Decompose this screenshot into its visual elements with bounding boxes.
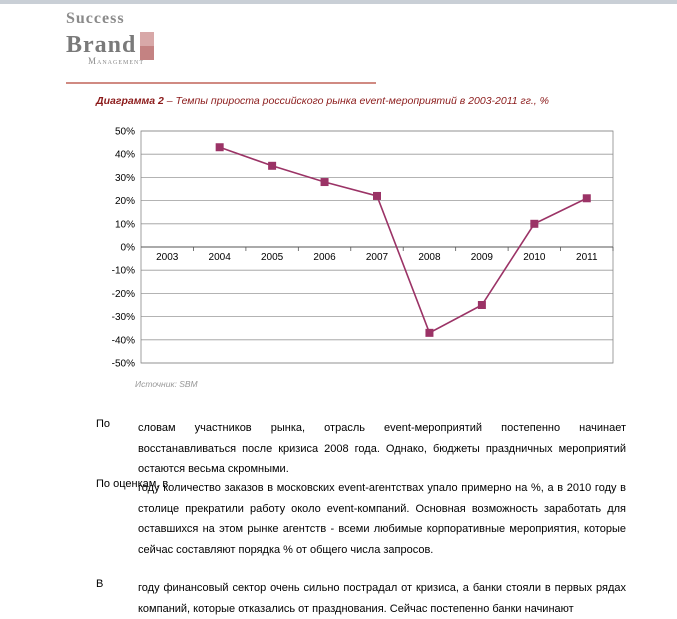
data-point-marker bbox=[425, 329, 433, 337]
y-tick-label: 0% bbox=[120, 242, 135, 254]
paragraph-2: году количество заказов в московских event-агентствах упало примерно на %, а в 2010 году в столице прекратили работу около event-компаний. Основная возможность заработать для оставшихся на этом рынке агентств - всеми любимые корпоративные мероприятия, которые сейчас составляют порядка % от общего числа запросов. bbox=[138, 482, 626, 556]
x-tick-label: 2010 bbox=[523, 252, 546, 263]
paragraph-3-label: В bbox=[96, 578, 104, 590]
logo bbox=[66, 10, 161, 66]
data-point-marker bbox=[216, 143, 224, 151]
logo-line-1: Success bbox=[66, 10, 125, 27]
paragraph-1: словам участников рынка, отрасль event-мероприятий постепенно начинает восстанавливаться после кризиса 2008 года. Однако, бюджеты праздничных мероприятий остаются весьма скромными. bbox=[138, 422, 626, 475]
data-point-marker bbox=[478, 301, 486, 309]
y-tick-label: -40% bbox=[111, 335, 135, 347]
logo-line-3: Management bbox=[88, 56, 144, 66]
logo-square-1 bbox=[140, 32, 154, 46]
header-rule bbox=[66, 82, 376, 84]
y-tick-label: 20% bbox=[114, 196, 135, 208]
y-tick-label: -50% bbox=[111, 358, 135, 370]
data-point-marker bbox=[530, 220, 538, 228]
paragraph-2-label: По оценкам, в bbox=[96, 478, 169, 490]
x-tick-label: 2008 bbox=[418, 252, 441, 263]
x-tick-label: 2011 bbox=[576, 252, 598, 263]
logo-line-2: Brand bbox=[66, 32, 137, 58]
chart-source: Источник: SBM bbox=[135, 379, 198, 389]
caption-label: Диаграмма 2 bbox=[96, 95, 164, 107]
paragraph-3: году финансовый сектор очень сильно пострадал от кризиса, а банки стояли в первых рядах компаний, которые отказались от празднования. Сейчас постепенно банки начинают bbox=[138, 582, 626, 615]
x-tick-label: 2007 bbox=[365, 252, 389, 263]
x-tick-label: 2004 bbox=[208, 252, 231, 263]
y-tick-label: -20% bbox=[111, 288, 135, 300]
x-tick-label: 2003 bbox=[156, 252, 179, 263]
figure-caption bbox=[96, 95, 549, 107]
data-point-marker bbox=[268, 162, 276, 170]
x-tick-label: 2009 bbox=[470, 252, 494, 263]
y-tick-label: 30% bbox=[114, 172, 135, 184]
y-tick-label: 10% bbox=[114, 219, 135, 231]
top-border bbox=[0, 0, 677, 4]
y-tick-label: 40% bbox=[114, 149, 135, 161]
data-point-marker bbox=[583, 194, 591, 202]
y-tick-label: 50% bbox=[114, 126, 135, 138]
caption-text: – Темпы прироста российского рынка event-мероприятий в 2003-2011 гг., % bbox=[166, 95, 549, 107]
y-tick-label: -30% bbox=[111, 312, 135, 324]
data-point-marker bbox=[321, 178, 329, 186]
growth-line-chart bbox=[0, 120, 677, 400]
paragraph-1-label: По bbox=[96, 418, 111, 430]
x-tick-label: 2005 bbox=[260, 252, 284, 263]
y-tick-label: -10% bbox=[111, 265, 135, 277]
x-tick-label: 2006 bbox=[313, 252, 336, 263]
data-point-marker bbox=[373, 192, 381, 200]
series-line bbox=[220, 147, 587, 333]
